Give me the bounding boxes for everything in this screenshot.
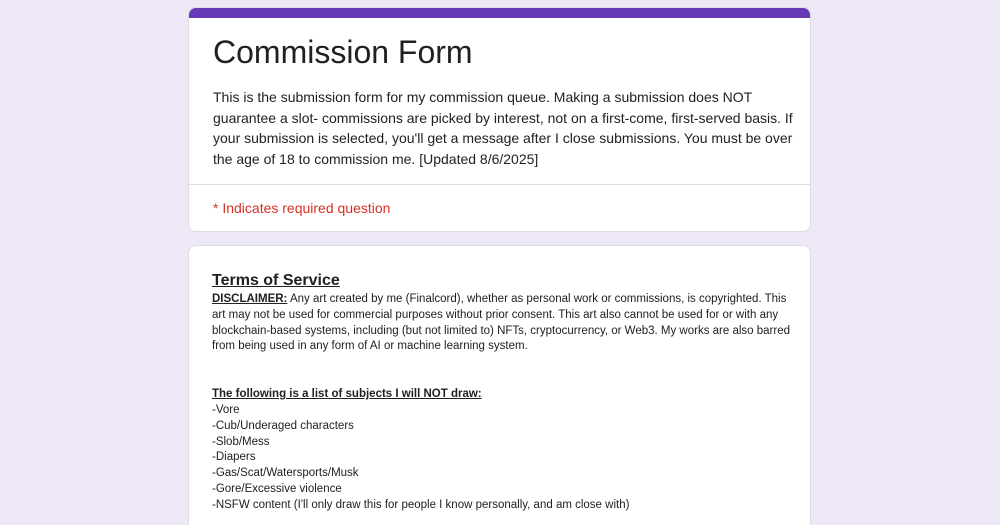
list-item: -NSFW content (I'll only draw this for people I know personally, and am close with) bbox=[212, 498, 630, 511]
header-accent-bar bbox=[189, 8, 810, 18]
list-item: -Slob/Mess bbox=[212, 435, 270, 448]
list-item: -Gore/Excessive violence bbox=[212, 482, 342, 495]
list-item: -Gas/Scat/Watersports/Musk bbox=[212, 467, 359, 480]
terms-of-service-card bbox=[188, 245, 811, 525]
tos-heading: Terms of Service bbox=[212, 272, 340, 289]
list-item: -Cub/Underaged characters bbox=[212, 419, 354, 432]
required-question-note: * Indicates required question bbox=[213, 200, 391, 216]
no-draw-heading: The following is a list of subjects I will NOT draw: bbox=[212, 388, 482, 401]
list-item: -Diapers bbox=[212, 451, 256, 464]
tos-disclaimer bbox=[212, 292, 792, 355]
form-title: Commission Form bbox=[213, 34, 473, 70]
header-divider bbox=[189, 184, 810, 185]
disclaimer-label: DISCLAIMER: bbox=[212, 293, 288, 305]
no-draw-list bbox=[212, 403, 792, 514]
form-header-card bbox=[188, 7, 811, 232]
disclaimer-text: Any art created by me (Finalcord), whether as personal work or commissions, is copyrighted. This art may not be used for commercial purposes without prior consent. This art also cannot be used for or with any blockchain-based systems, including (but not limited to) NFTs, cryptocurrency, or Web3. My works are also barred from being used in any form of AI or machine learning system. bbox=[212, 293, 790, 353]
form-description: This is the submission form for my commission queue. Making a submission does NOT guarantee a slot- commissions are picked by interest, not on a first-come, first-served basis. If your submission is selected, you'll get a message after I close submissions. You must be over the age of 18 to commission me. [Updated 8/6/2025] bbox=[213, 89, 793, 167]
tos-content bbox=[212, 272, 792, 514]
list-item: -Vore bbox=[212, 403, 240, 416]
